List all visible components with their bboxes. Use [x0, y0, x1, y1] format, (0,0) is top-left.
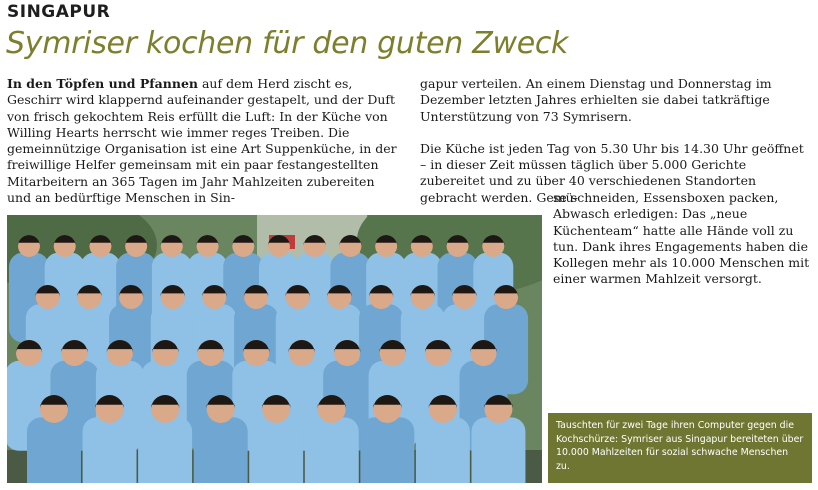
article-paragraph-2: gapur verteilen. An einem Dienstag und Donnerstag im Dezember letzten Jahres erhielten sie dabei tatkräftige Unterstützung von 73 Symrisern. — [420, 76, 772, 124]
article-column-2 — [420, 76, 812, 206]
article-column-1 — [7, 76, 399, 206]
section-kicker: SINGAPUR — [7, 2, 111, 22]
lead-in: In den Töpfen und Pfannen — [7, 76, 198, 91]
group-photo-illustration — [7, 215, 542, 483]
article-paragraph-3-continued: se schneiden, Essensboxen packen, Abwasch erledigen: Das „neue Küchenteam“ hatte alle Hände voll zu tun. Dank ihres Engagements haben die Kollegen mehr als 10.000 Menschen mit einer warmen Mahlzeit versorgt. — [553, 190, 810, 287]
article-headline: Symriser kochen für den guten Zweck — [6, 26, 569, 61]
paragraph-1-text: auf dem Herd zischt es, Geschirr wird klappernd aufeinander gestapelt, und der Duft von frisch gekochtem Reis erfüllt die Luft: In der Küche von Willing Hearts herrscht wie immer reges Treiben. Die gemeinnützige Organisation ist eine Art Suppenküche, in der freiwillige Helfer gemeinsam mit ein paar festangestellten Mitarbeitern an 365 Tagen im Jahr Mahlzeiten zubereiten und an bedürftige Menschen in Sin- — [7, 76, 397, 206]
article-paragraph-3: Die Küche ist jeden Tag von 5.30 Uhr bis 14.30 Uhr geöffnet – in dieser Zeit müssen täglich über 5.000 Gerichte zubereitet und zu über 40 verschiedenen Standorten gebracht werden. Gemü- — [420, 140, 804, 205]
article-column-3 — [553, 190, 813, 288]
article-paragraph-1 — [7, 76, 399, 206]
group-photo — [7, 215, 542, 483]
photo-caption: Tauschten für zwei Tage ihren Computer gegen die Kochschürze: Symriser aus Singapur bereiteten über 10.000 Mahlzeiten für sozial schwache Menschen zu. — [548, 413, 812, 483]
